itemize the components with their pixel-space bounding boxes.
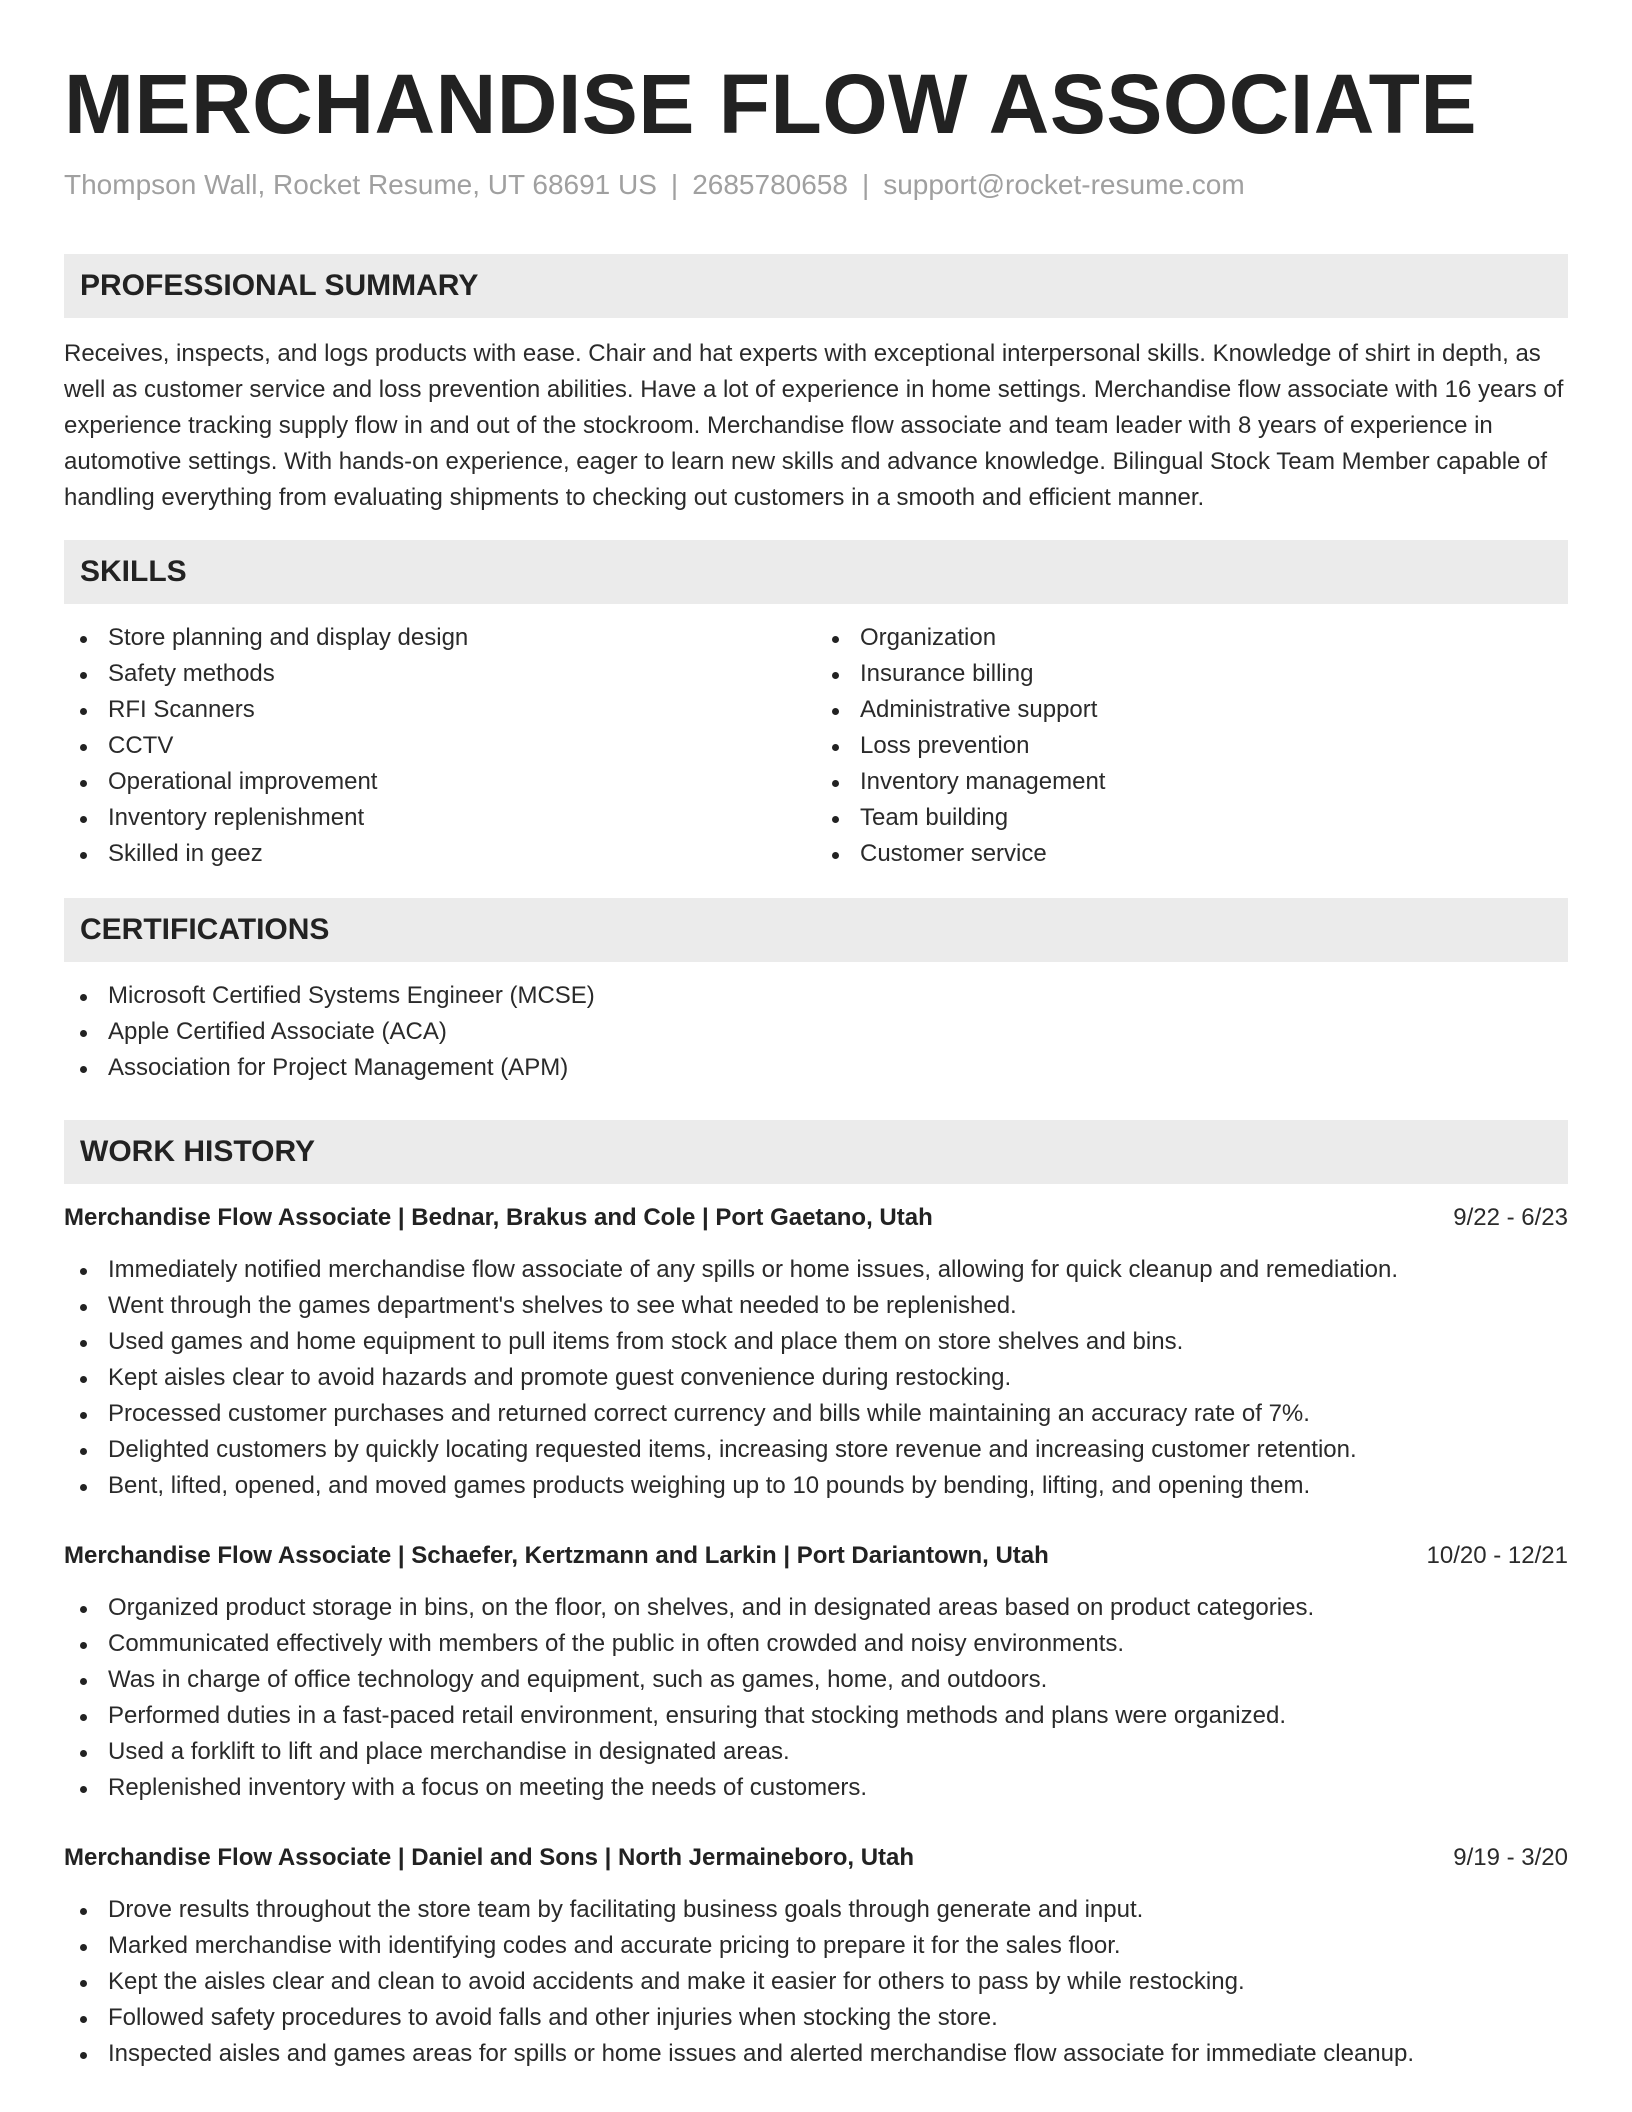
job-bullet: Marked merchandise with identifying codes and accurate pricing to prepare it for the sales floor. (64, 1928, 1568, 1964)
job-dates: 9/22 - 6/23 (1453, 1204, 1568, 1231)
skill-item: Inventory management (816, 764, 1568, 800)
summary-text: Receives, inspects, and logs products with ease. Chair and hat experts with exceptional interpersonal skills. Knowledge of shirt in depth, as well as customer service and loss prevention abilities. Have a lot of experience in home settings. Merchandise flow associate with 16 years of experience tracking supply flow in and out of the stockroom. Merchandise flow associate and team leader with 8 years of experience in automotive settings. With hands-on experience, eager to learn new skills and advance knowledge. Bilingual Stock Team Member capable of handling everything from evaluating shipments to checking out customers in a smooth and efficient manner. (64, 340, 1564, 511)
skills-column-left (64, 620, 816, 872)
skill-item: Customer service (816, 836, 1568, 872)
job-bullet: Organized product storage in bins, on the floor, on shelves, and in designated areas based on product categories. (64, 1590, 1568, 1626)
job-bullet: Went through the games department's shelves to see what needed to be replenished. (64, 1288, 1568, 1324)
job-header (64, 1200, 1568, 1236)
resume-name: MERCHANDISE FLOW ASSOCIATE (64, 57, 1477, 151)
job-bullet: Delighted customers by quickly locating requested items, increasing store revenue and increasing customer retention. (64, 1432, 1568, 1468)
job-bullet: Used a forklift to lift and place merchandise in designated areas. (64, 1734, 1568, 1770)
job-bullet: Replenished inventory with a focus on meeting the needs of customers. (64, 1770, 1568, 1806)
job-bullet: Inspected aisles and games areas for spills or home issues and alerted merchandise flow associate for immediate cleanup. (64, 2036, 1568, 2072)
section-header-work-history: WORK HISTORY (64, 1120, 1568, 1184)
skill-item: Skilled in geez (64, 836, 816, 872)
skills-list (64, 620, 1568, 872)
skill-item: Insurance billing (816, 656, 1568, 692)
skills-column-right (816, 620, 1568, 872)
job-bullet: Kept the aisles clear and clean to avoid accidents and make it easier for others to pass by while restocking. (64, 1964, 1568, 2000)
job-title: Merchandise Flow Associate | Daniel and Sons | North Jermaineboro, Utah (64, 1844, 915, 1871)
skill-item: Organization (816, 620, 1568, 656)
job-bullet: Drove results throughout the store team by facilitating business goals through generate and input. (64, 1892, 1568, 1928)
job-dates: 10/20 - 12/21 (1426, 1542, 1568, 1569)
contact-email: support@rocket-resume.com (883, 169, 1245, 200)
job-entry (64, 1538, 1568, 1806)
job-bullet: Bent, lifted, opened, and moved games products weighing up to 10 pounds by bending, lifting, and opening them. (64, 1468, 1568, 1504)
job-header (64, 1538, 1568, 1574)
contact-separator: | (861, 169, 870, 200)
certification-item: Microsoft Certified Systems Engineer (MCSE) (64, 978, 1568, 1014)
job-bullet: Immediately notified merchandise flow associate of any spills or home issues, allowing for quick cleanup and remediation. (64, 1252, 1568, 1288)
skill-item: Inventory replenishment (64, 800, 816, 836)
skill-item: Store planning and display design (64, 620, 816, 656)
contact-phone: 2685780658 (692, 169, 848, 200)
skill-item: Administrative support (816, 692, 1568, 728)
contact-address: Thompson Wall, Rocket Resume, UT 68691 US (64, 169, 657, 200)
job-bullet: Performed duties in a fast-paced retail environment, ensuring that stocking methods and plans were organized. (64, 1698, 1568, 1734)
job-header (64, 1840, 1568, 1876)
job-bullet: Kept aisles clear to avoid hazards and promote guest convenience during restocking. (64, 1360, 1568, 1396)
job-bullets (64, 1590, 1568, 1806)
section-header-summary: PROFESSIONAL SUMMARY (64, 254, 1568, 318)
section-header-certifications: CERTIFICATIONS (64, 898, 1568, 962)
certification-item: Association for Project Management (APM) (64, 1050, 1568, 1086)
skill-item: RFI Scanners (64, 692, 816, 728)
certifications-list (64, 978, 1568, 1086)
job-bullets (64, 1892, 1568, 2072)
job-bullet: Used games and home equipment to pull items from stock and place them on store shelves and bins. (64, 1324, 1568, 1360)
job-bullet: Was in charge of office technology and equipment, such as games, home, and outdoors. (64, 1662, 1568, 1698)
job-bullet: Followed safety procedures to avoid falls and other injuries when stocking the store. (64, 2000, 1568, 2036)
skill-item: Operational improvement (64, 764, 816, 800)
contact-separator: | (670, 169, 679, 200)
job-title: Merchandise Flow Associate | Schaefer, Kertzmann and Larkin | Port Dariantown, Utah (64, 1542, 1049, 1569)
job-bullets (64, 1252, 1568, 1504)
section-header-skills: SKILLS (64, 540, 1568, 604)
job-dates: 9/19 - 3/20 (1453, 1844, 1568, 1871)
skill-item: CCTV (64, 728, 816, 764)
job-entry (64, 1840, 1568, 2072)
job-title: Merchandise Flow Associate | Bednar, Brakus and Cole | Port Gaetano, Utah (64, 1204, 933, 1231)
certification-item: Apple Certified Associate (ACA) (64, 1014, 1568, 1050)
skill-item: Loss prevention (816, 728, 1568, 764)
job-entry (64, 1200, 1568, 1504)
job-bullet: Processed customer purchases and returned correct currency and bills while maintaining an accuracy rate of 7%. (64, 1396, 1568, 1432)
skill-item: Team building (816, 800, 1568, 836)
skill-item: Safety methods (64, 656, 816, 692)
contact-line (64, 168, 1568, 202)
job-bullet: Communicated effectively with members of the public in often crowded and noisy environments. (64, 1626, 1568, 1662)
